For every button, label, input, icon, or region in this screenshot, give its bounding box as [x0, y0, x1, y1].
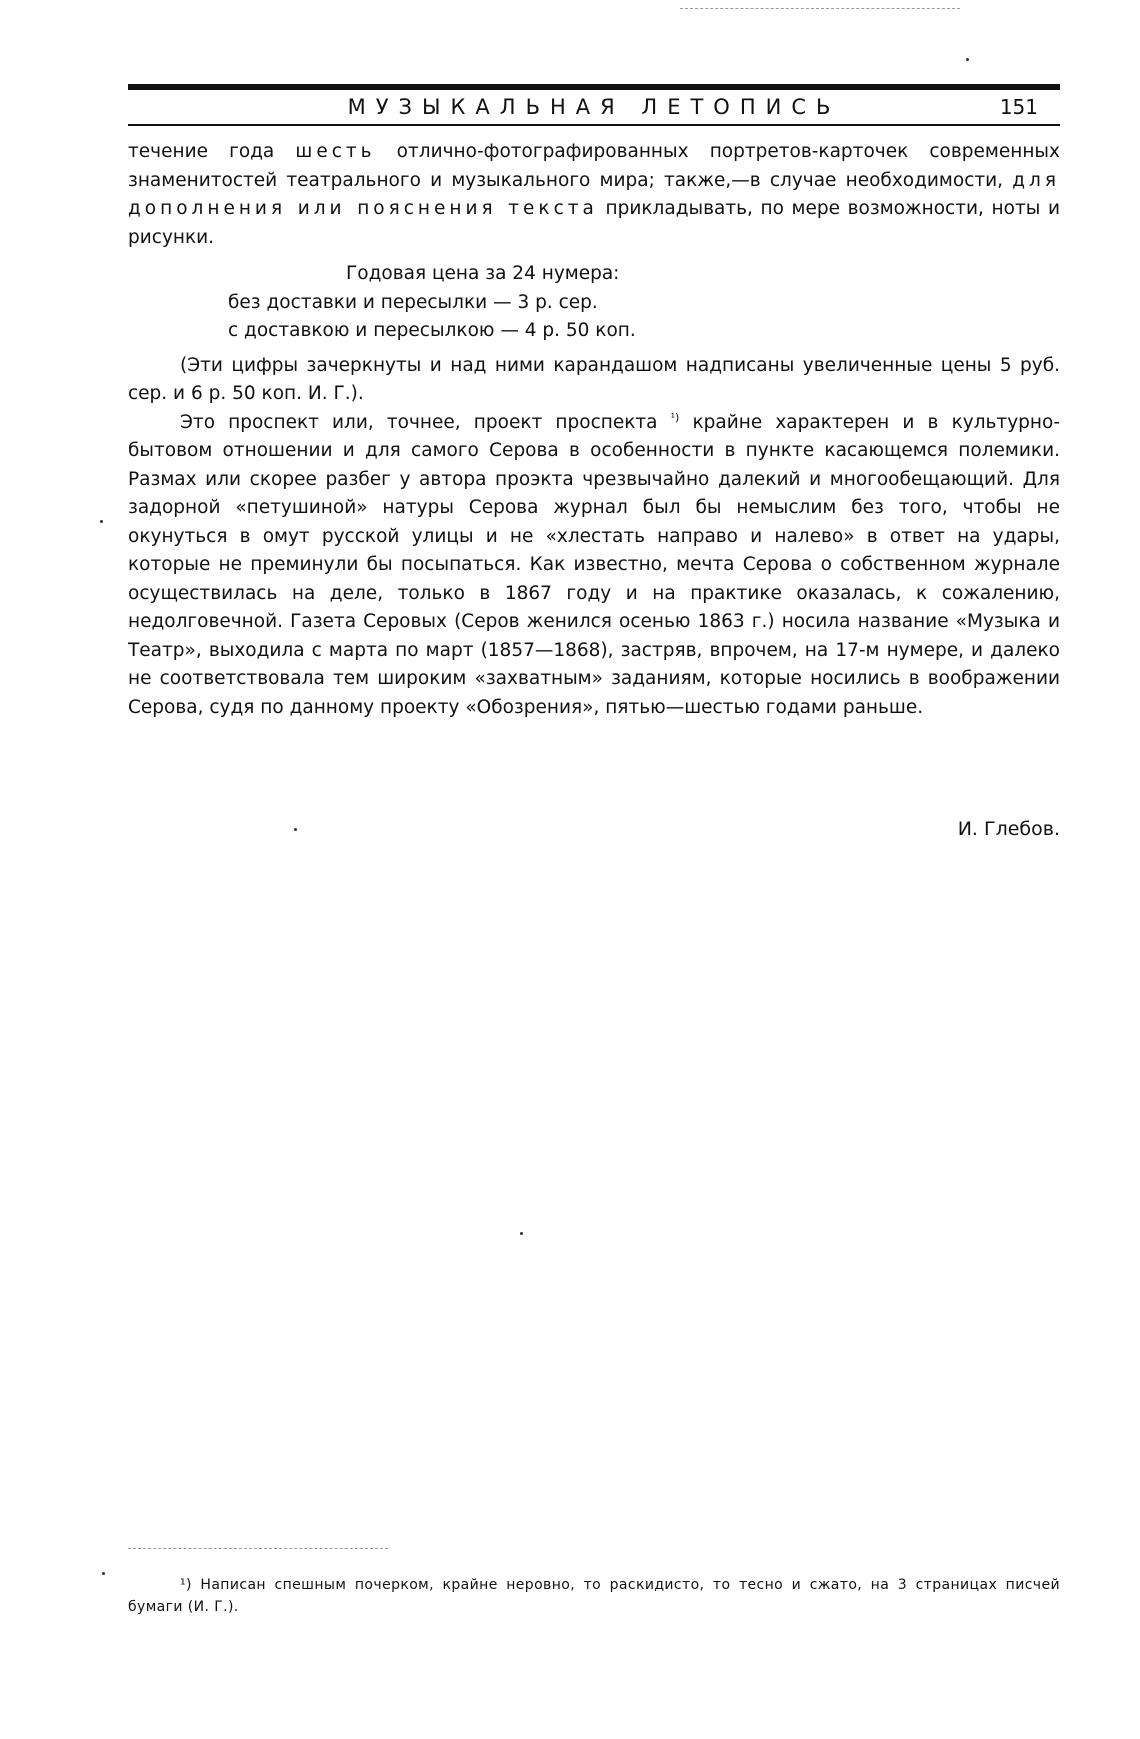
header-title: МУЗЫКАЛЬНАЯ ЛЕТОПИСЬ — [347, 95, 841, 119]
scan-speck — [100, 520, 103, 523]
scan-speck — [102, 1572, 105, 1575]
paragraph-2-part-1: Это проспект или, точнее, проект проспекта — [180, 411, 671, 433]
paragraph-1-part-1: течение года — [128, 141, 296, 162]
price-block — [128, 260, 1060, 346]
running-header — [128, 84, 1060, 128]
scan-speck — [966, 58, 969, 61]
price-line-2: с доставкою и пересылкою — 4 р. 50 коп. — [228, 320, 636, 341]
paragraph-1-part-2: отлично-фотографированных портретов-карточек современных знаменитостей театрального и музыкального мира; также,—в случае необходимости, — [128, 141, 1060, 191]
footnote-text: ¹) Написан спешным почерком, крайне неровно, то раскидисто, то тесно и сжато, на 3 страницах писчей бумаги (И. Г.). — [128, 1577, 1060, 1615]
header-rule-bottom — [128, 124, 1060, 126]
price-title: Годовая цена за 24 нумера: — [346, 263, 620, 284]
page-number: 151 — [999, 95, 1038, 119]
main-text — [128, 138, 1060, 722]
paragraph-1-spaced-1: шесть — [295, 141, 376, 162]
price-line-1: без доставки и пересылки — 3 р. сер. — [228, 291, 598, 313]
paragraph-1-spaced-2: для дополнения или пояснения текста — [128, 169, 1060, 219]
scan-artifact-line — [680, 8, 960, 9]
header-rule-top — [128, 84, 1060, 90]
footnote — [128, 1574, 1060, 1618]
editor-note: (Эти цифры зачеркнуты и над ними карандашом надписаны увеличенные цены 5 руб. сер. и 6 р. 50 коп. И. Г.). — [128, 354, 1060, 404]
paragraph-2-part-2: крайне характерен и в культурно-бытовом отношении и для самого Серова в особенности в пункте касающемся полемики. Размах или скорее разбег у автора проэкта чрезвычайно далекий и многообещающий. Для задорной «петушиной» натуры Серова журнал был бы немыслим без того, чтобы не окунуться в омут русской улицы и не «хлестать направо и налево» в ответ на удары, которые не преминули бы посыпаться. Как известно, мечта Серова о собственном журнале осуществилась на деле, только в 1867 году и на практике оказалась, к сожалению, недолговечной. Газета Серовых (Серов женился осенью 1863 г.) носила название «Музыка и Театр», выходила с марта по март (1857—1868), застряв, впрочем, на 17-м нумере, и далеко не соответствовала тем широким «захватным» заданиям, которые носились в воображении Серова, судя по данному проекту «Обозрения», пятью—шестью годами раньше. — [128, 411, 1060, 718]
footnote-rule — [128, 1548, 388, 1549]
paragraph-1 — [128, 138, 1060, 252]
scan-speck — [294, 828, 297, 831]
paragraph-2 — [128, 409, 1060, 723]
paragraph-1-part-3: прикладывать, по мере возможности, ноты и рисунки. — [128, 198, 1060, 248]
author-signature: И. Глебов. — [957, 818, 1060, 840]
footnote-reference: ¹) — [670, 410, 680, 424]
scan-speck — [520, 1232, 523, 1235]
